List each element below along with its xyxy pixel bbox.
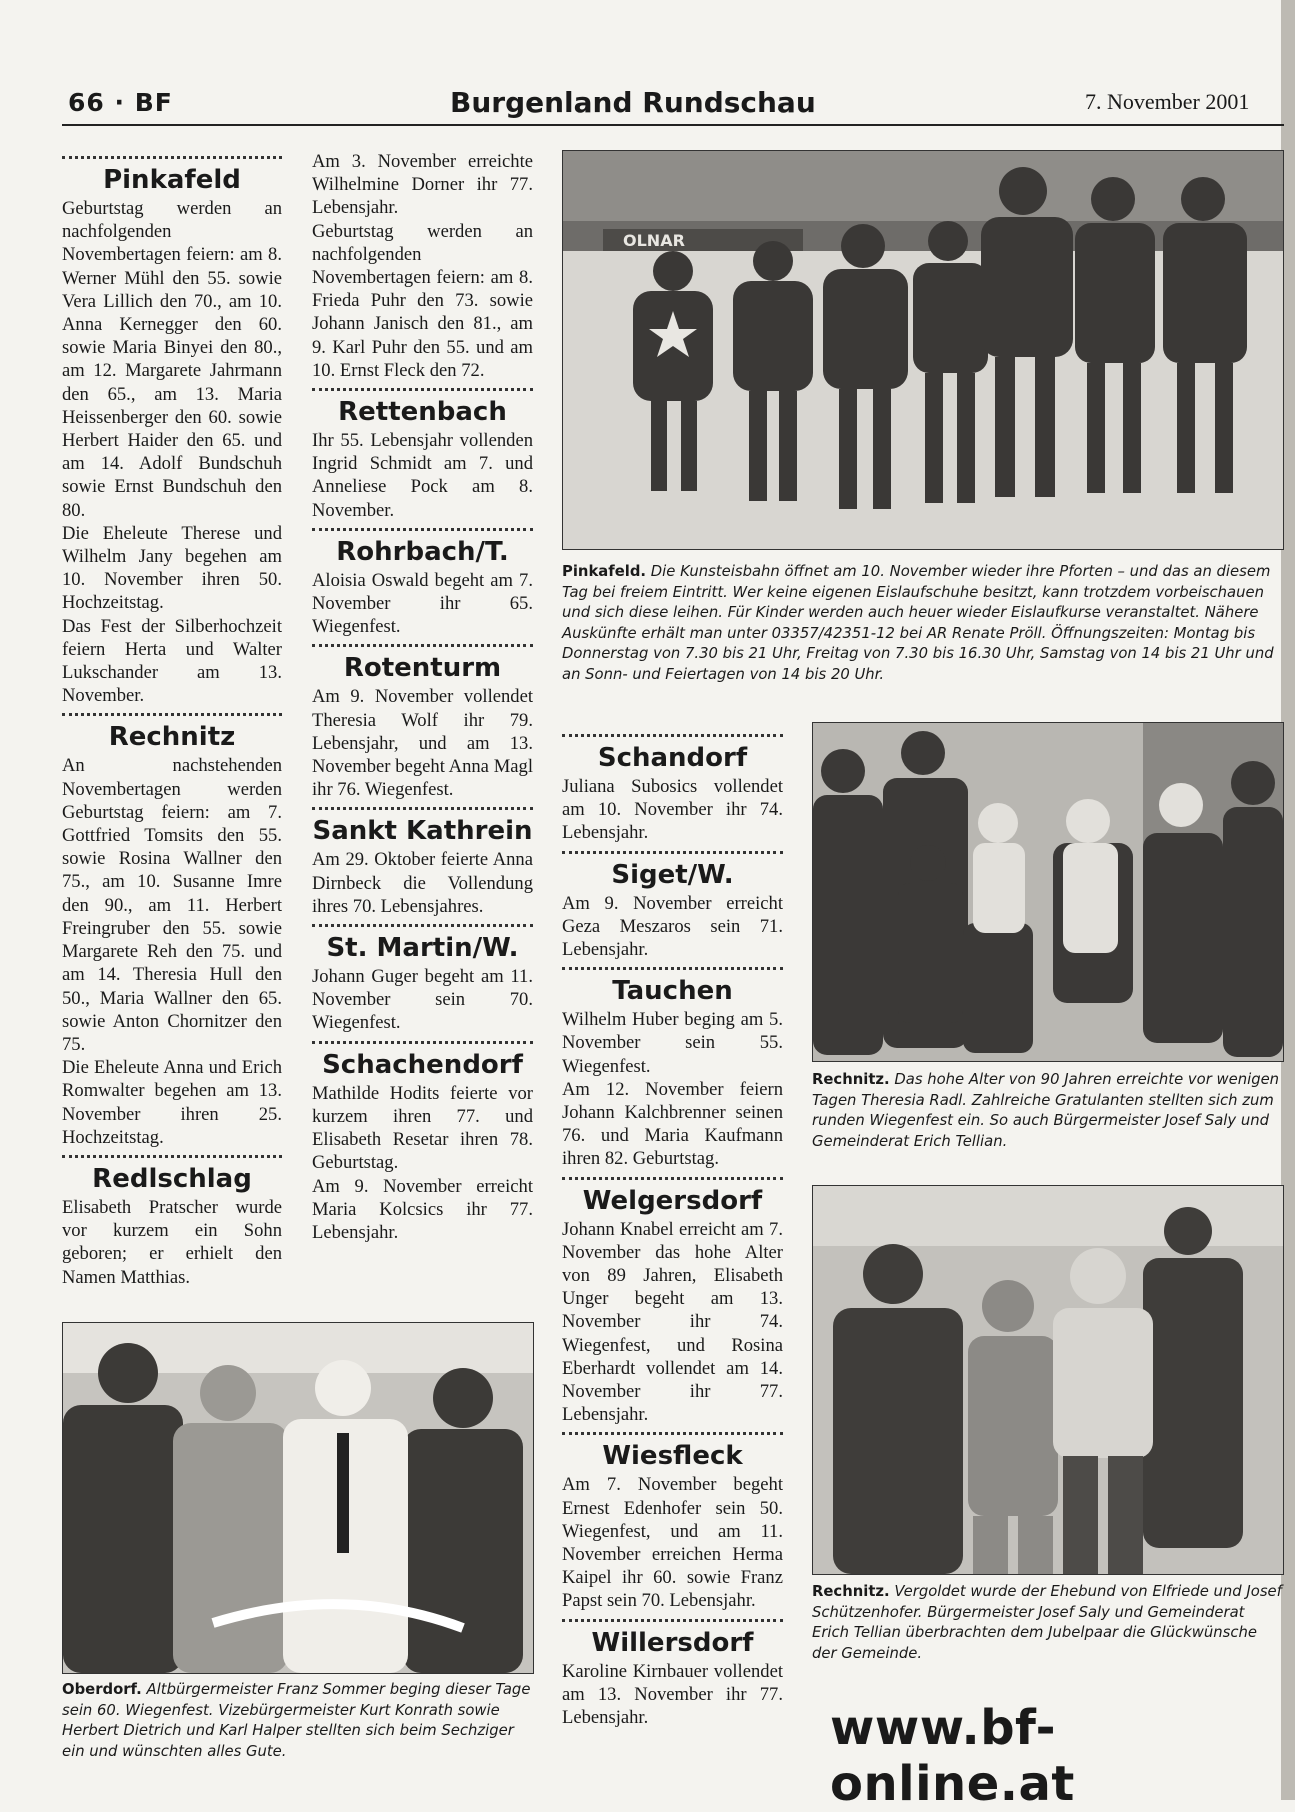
section-paragraph: An nachstehenden Novembertagen werden Geburtstag feiern: am 7. Gottfried Tomsits den 55. sowie Rosina Wallner den 75., am 10. Susanne Imre den 90., am 11. Herbert Freingruber den 55. sowie Margarete Reh den 75. und am 14. Theresia Hull den 50., Maria Wallner den 65. sowie Anton Chornitzer den 75. xyxy=(62,755,282,1055)
section-paragraph: Aloisia Oswald begeht am 7. November ihr 65. Wiegenfest. xyxy=(312,569,533,638)
section-separator xyxy=(312,644,533,647)
section-paragraph: Am 7. November begeht Ernest Edenhofer sein 50. Wiegenfest, und am 11. November erreichen Herma Kaipel ihr 60. sowie Franz Papst sein 70. Lebensjahr. xyxy=(562,1474,783,1612)
section-body xyxy=(562,1660,783,1730)
section-paragraph: Mathilde Hodits feierte vor kurzem ihren 77. und Elisabeth Resetar ihren 78. Geburtstag. xyxy=(312,1082,533,1174)
section-body xyxy=(562,1473,783,1612)
section-heading: Rechnitz xyxy=(108,722,236,753)
section-paragraph: Die Eheleute Therese und Wilhelm Jany begehen am 10. November ihren 50. Hochzeitstag. xyxy=(62,522,282,614)
column-1 xyxy=(62,150,282,1289)
caption-rechnitz-birthday xyxy=(812,1070,1284,1152)
section-heading: Schachendorf xyxy=(322,1049,523,1080)
caption-rechnitz-birthday-place: Rechnitz. xyxy=(812,1071,890,1088)
section-body xyxy=(562,1008,783,1170)
section-heading: Redlschlag xyxy=(92,1163,252,1194)
section-body xyxy=(312,848,533,918)
column-2 xyxy=(312,150,533,1244)
section-heading: Siget/W. xyxy=(611,859,734,890)
section-separator xyxy=(312,1041,533,1044)
section-heading: Sankt Kathrein xyxy=(312,816,533,847)
website-url[interactable]: www.bf-online.at xyxy=(830,1700,1075,1812)
section-separator xyxy=(312,388,533,391)
section-heading: Wiesfleck xyxy=(602,1441,743,1472)
section-separator xyxy=(562,1619,783,1622)
newspaper-title: Burgenland Rundschau xyxy=(450,86,816,119)
section-heading: Rohrbach/T. xyxy=(336,536,509,567)
page-number: 66 · BF xyxy=(68,88,173,117)
section-paragraph: Elisabeth Pratscher wurde vor kurzem ein Sohn geboren; er erhielt den Namen Matthias. xyxy=(62,1196,282,1288)
section-heading: Willersdorf xyxy=(591,1627,754,1658)
section-paragraph: Am 9. November erreicht Maria Kolcsics ihr 77. Lebensjahr. xyxy=(312,1175,533,1243)
section-welgersdorf xyxy=(562,1177,783,1427)
section-schachendorf xyxy=(312,1041,533,1244)
header-rule xyxy=(62,124,1284,126)
section-paragraph: Am 9. November erreicht Geza Meszaros sein 71. Lebensjahr. xyxy=(562,892,783,961)
caption-ice-skating xyxy=(562,562,1286,685)
section-rettenbach xyxy=(312,388,533,522)
caption-oberdorf-birthday-place: Oberdorf. xyxy=(62,1681,142,1698)
section-heading: Rettenbach xyxy=(338,397,507,428)
section-heading: Rotenturm xyxy=(343,653,502,684)
rink-banner-text: OLNAR xyxy=(623,231,685,250)
section-separator xyxy=(62,156,282,159)
section-body xyxy=(312,569,533,639)
section-separator xyxy=(312,528,533,531)
section-sankt-kathrein xyxy=(312,807,533,918)
section-redlschlag xyxy=(62,1155,282,1289)
section-rohrbach-t xyxy=(312,528,533,639)
caption-rechnitz-birthday-text: Das hohe Alter von 90 Jahren erreichte vor wenigen Tagen Theresia Radl. Zahlreiche Gratulanten stellten sich zum runden Wiegenfest ein. So auch Bürgermeister Josef Saly und Gemeinderat Erich Tellian. xyxy=(812,1071,1280,1150)
section-heading: St. Martin/W. xyxy=(326,933,519,964)
section-separator xyxy=(562,967,783,970)
section-tauchen xyxy=(562,967,783,1170)
caption-oberdorf-birthday xyxy=(62,1680,532,1762)
caption-ice-skating-place: Pinkafeld. xyxy=(562,563,647,580)
caption-ice-skating-text: Die Kunsteisbahn öffnet am 10. November wieder ihre Pforten – und das an diesem Tag bei freiem Eintritt. Wer keine eigenen Eislaufschuhe besitzt, kann trotzdem vorbeischauen und sich diese leihen. Für Kinder werden auch heuer wieder Eislaufkurse veranstaltet. Nähere Auskünfte erhält man unter 03357/42351-12 bei AR Renate Pröll. Öffnungszeiten: Montag bis Donnerstag von 7.30 bis 21 Uhr, Freitag von 7.30 bis 16.30 Uhr, Samstag von 14 bis 21 Uhr und an Sonn- und Feiertagen von 14 bis 20 Uhr. xyxy=(562,563,1274,683)
section-heading: Welgersdorf xyxy=(582,1185,763,1216)
caption-oberdorf-birthday-text: Altbürgermeister Franz Sommer beging dieser Tage sein 60. Wiegenfest. Vizebürgermeister Kurt Konrath sowie Herbert Dietrich und Karl Halper stellten sich beim Sechziger ein und wünschten alles Gute. xyxy=(62,1681,531,1760)
section-schandorf xyxy=(562,734,783,845)
photo-rechnitz-birthday xyxy=(812,722,1284,1062)
section-body xyxy=(562,1218,783,1427)
section-rechnitz xyxy=(62,713,282,1148)
section-paragraph: Die Eheleute Anna und Erich Romwalter begehen am 13. November ihren 25. Hochzeitstag. xyxy=(62,1057,282,1148)
section-paragraph: Am 9. November vollendet Theresia Wolf ihr 79. Lebensjahr, und am 13. November begeht Anna Magl ihr 76. Wiegenfest. xyxy=(312,686,533,801)
caption-rechnitz-golden-wedding-place: Rechnitz. xyxy=(812,1583,890,1600)
section-paragraph: Johann Guger begeht am 11. November sein 70. Wiegenfest. xyxy=(312,966,533,1034)
section-separator xyxy=(562,1177,783,1180)
section-body xyxy=(62,754,282,1148)
section-paragraph: Ihr 55. Lebensjahr vollenden Ingrid Schmidt am 7. und Anneliese Pock am 8. November. xyxy=(312,430,533,521)
caption-rechnitz-golden-wedding-text: Vergoldet wurde der Ehebund von Elfriede und Josef Schützenhofer. Bürgermeister Josef Saly und Gemeinderat Erich Tellian überbrachten dem Jubelpaar die Glückwünsche der Gemeinde. xyxy=(812,1583,1282,1662)
section-siget-w xyxy=(562,851,783,962)
section-paragraph: Wilhelm Huber beging am 5. November sein 55. Wiegenfest. xyxy=(562,1009,783,1077)
section-heading: Schandorf xyxy=(597,743,748,773)
photo-oberdorf-birthday xyxy=(62,1322,534,1674)
section-paragraph: Am 29. Oktober feierte Anna Dirnbeck die Vollendung ihres 70. Lebensjahres. xyxy=(312,849,533,917)
section-body xyxy=(312,429,533,522)
caption-rechnitz-golden-wedding xyxy=(812,1582,1284,1664)
section-body xyxy=(62,1196,282,1289)
photo-ice-skating xyxy=(562,150,1284,550)
photo-rechnitz-golden-wedding xyxy=(812,1185,1284,1575)
section-separator xyxy=(62,713,282,716)
section-paragraph: Am 12. November feiern Johann Kalchbrenner seinen 76. und Maria Kaufmann ihren 82. Geburtstag. xyxy=(562,1078,783,1170)
section-pinkafeld xyxy=(62,156,282,707)
section-body xyxy=(312,1082,533,1244)
section-heading: Pinkafeld xyxy=(103,165,241,195)
section-paragraph: Geburtstag werden an nachfolgenden Novembertagen feiern: am 8. Werner Mühl den 55. sowie Vera Lillich den 70., am 10. Anna Kernegger den 60. sowie Maria Binyei den 80., am 12. Margarete Jahrmann den 65., am 13. Maria Heissenberger den 60. sowie Herbert Haider den 65. und am 14. Adolf Bundschuh sowie Ernst Bundschuh den 80. xyxy=(62,198,282,521)
section-body xyxy=(312,965,533,1035)
issue-date: 7. November 2001 xyxy=(1085,89,1250,114)
section-paragraph: Juliana Subosics vollendet am 10. November ihr 74. Lebensjahr. xyxy=(562,776,783,844)
section-heading: Tauchen xyxy=(612,976,733,1007)
section-separator xyxy=(562,734,783,737)
section-wiesfleck xyxy=(562,1432,783,1612)
section-st-martin-w xyxy=(312,924,533,1035)
section-body xyxy=(562,775,783,845)
section-paragraph: Das Fest der Silberhochzeit feiern Herta und Walter Lukschander am 13. November. xyxy=(62,615,282,707)
section-willersdorf xyxy=(562,1619,783,1730)
section-body xyxy=(62,197,282,707)
section-separator xyxy=(312,924,533,927)
column-3 xyxy=(562,728,783,1729)
section-separator xyxy=(62,1155,282,1158)
intro-paragraph: Geburtstag werden an nachfolgenden Novembertagen feiern: am 8. Frieda Puhr den 73. sowie Johann Janisch den 81., am 9. Karl Puhr den 55. und am 10. Ernst Fleck den 72. xyxy=(312,220,533,381)
intro-paragraph: Am 3. November erreichte Wilhelmine Dorner ihr 77. Lebensjahr. xyxy=(312,151,533,219)
section-paragraph: Karoline Kirnbauer vollendet am 13. November ihr 77. Lebensjahr. xyxy=(562,1660,783,1729)
section-body xyxy=(312,685,533,801)
column-2-intro xyxy=(312,150,533,382)
section-paragraph: Johann Knabel erreicht am 7. November das hohe Alter von 89 Jahren, Elisabeth Unger begeht am 13. November ihr 74. Wiegenfest, und Rosina Eberhardt vollendet am 14. November ihr 77. Lebensjahr. xyxy=(562,1218,783,1426)
section-separator xyxy=(562,1432,783,1435)
section-rotenturm xyxy=(312,644,533,801)
section-separator xyxy=(312,807,533,810)
section-body xyxy=(562,892,783,962)
section-separator xyxy=(562,851,783,854)
